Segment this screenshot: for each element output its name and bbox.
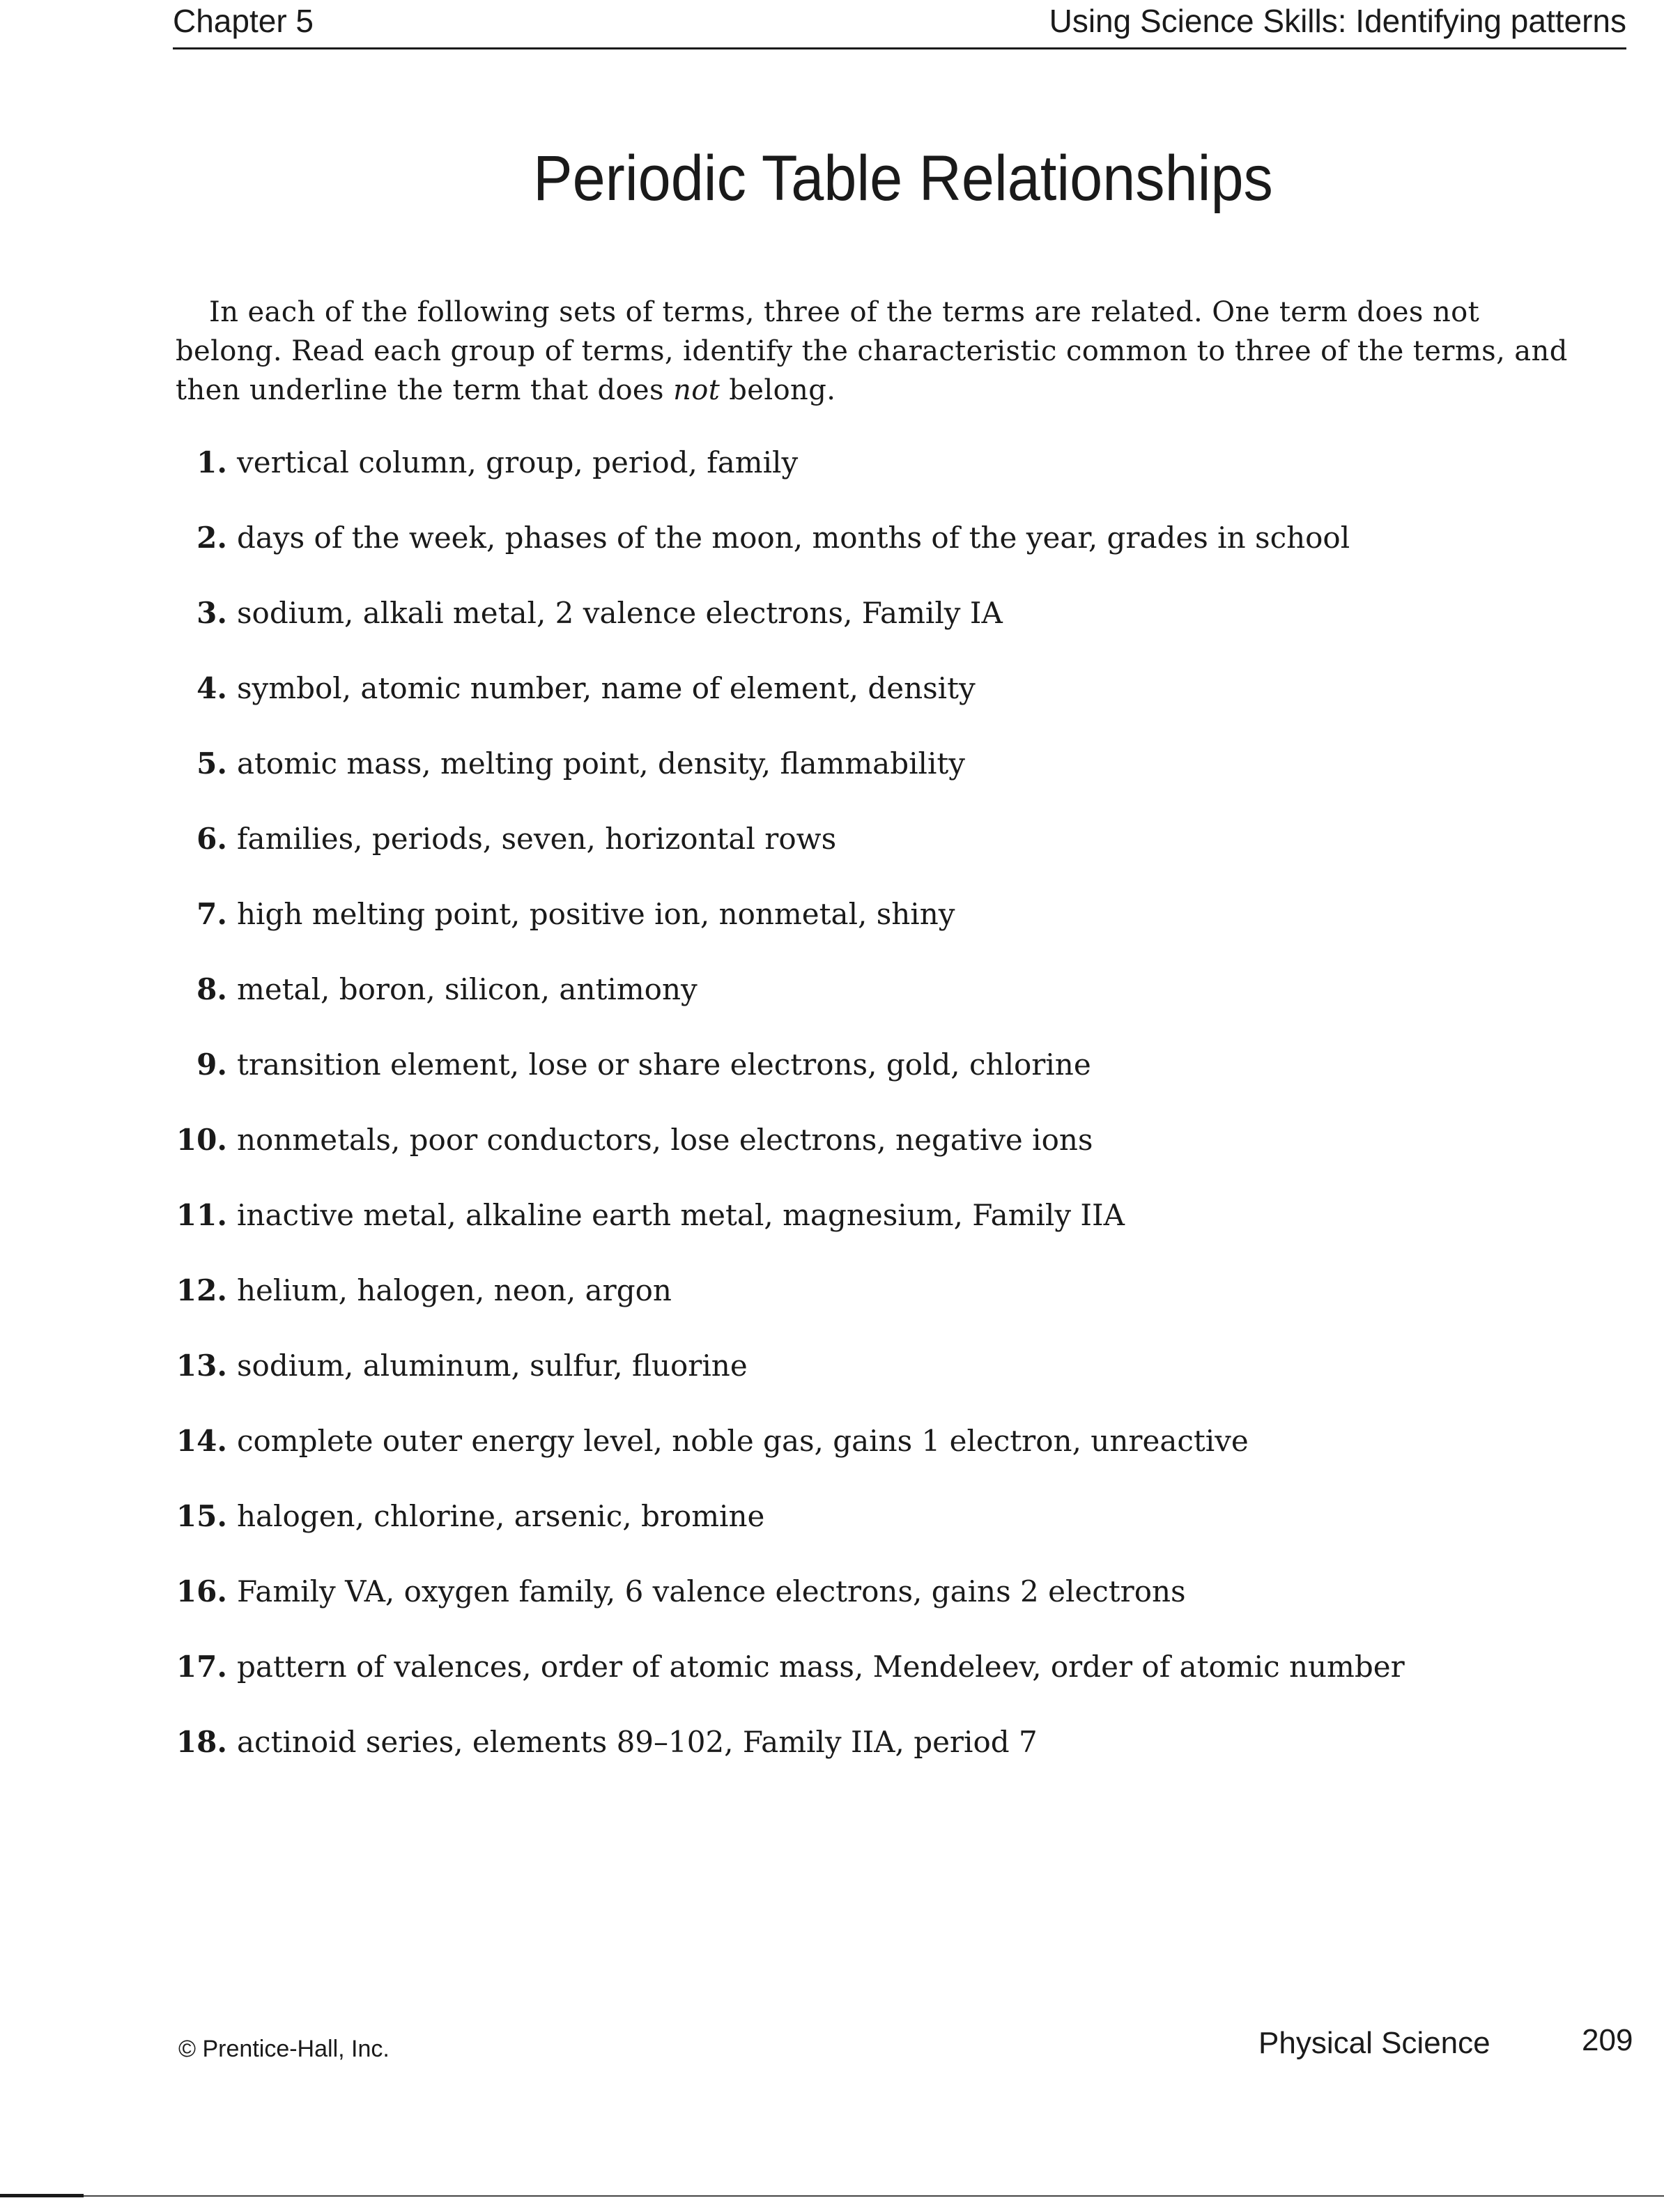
question-number: 7. [197, 897, 227, 931]
question-text: high melting point, positive ion, nonmetal, shiny [237, 897, 955, 931]
question-text: families, periods, seven, horizontal rows [237, 822, 837, 856]
instructions-text: In each of the following sets of terms, three of the terms are related. One term does not belong. Read each group of terms, identify the characteristic common to three of the terms, and then underline the term that does [176, 296, 1568, 406]
question-text: days of the week, phases of the moon, months of the year, grades in school [237, 521, 1350, 555]
question-text: symbol, atomic number, name of element, density [237, 671, 976, 705]
page-bottom-edge [0, 2195, 1664, 2197]
question-item [176, 744, 1604, 820]
section-label: Using Science Skills: Identifying patterns [1049, 3, 1626, 39]
instructions-emphasis: not [673, 374, 721, 406]
question-item [176, 594, 1604, 669]
question-item [176, 1497, 1604, 1572]
question-text: nonmetals, poor conductors, lose electrons, negative ions [237, 1123, 1093, 1157]
question-text: sodium, aluminum, sulfur, fluorine [237, 1349, 748, 1383]
question-number: 12. [176, 1273, 227, 1307]
question-number: 17. [176, 1650, 227, 1684]
question-text: Family VA, oxygen family, 6 valence electrons, gains 2 electrons [237, 1574, 1186, 1608]
question-number: 5. [197, 746, 227, 781]
question-item [176, 1196, 1604, 1271]
question-number: 13. [176, 1349, 227, 1383]
instructions-text-end: belong. [720, 374, 836, 406]
copyright-notice: © Prentice-Hall, Inc. [178, 2036, 390, 2062]
question-item [176, 1346, 1604, 1422]
chapter-label: Chapter 5 [173, 3, 314, 39]
question-number: 6. [197, 822, 227, 856]
instructions [176, 293, 1576, 410]
question-item [176, 443, 1604, 519]
question-number: 15. [176, 1499, 227, 1533]
question-text: inactive metal, alkaline earth metal, magnesium, Family IIA [237, 1198, 1125, 1232]
question-number: 3. [197, 596, 227, 630]
question-item [176, 895, 1604, 970]
question-number: 11. [176, 1198, 227, 1232]
question-text: actinoid series, elements 89–102, Family IIA, period 7 [237, 1725, 1038, 1759]
question-number: 2. [197, 521, 227, 555]
instructions-paragraph [176, 293, 1576, 410]
question-number: 1. [197, 445, 227, 479]
question-text: helium, halogen, neon, argon [237, 1273, 672, 1307]
question-item [176, 970, 1604, 1045]
question-item [176, 1271, 1604, 1346]
question-item [176, 669, 1604, 744]
question-list [176, 443, 1604, 1798]
question-number: 16. [176, 1574, 227, 1608]
subject-label: Physical Science [1258, 2026, 1490, 2060]
question-item [176, 820, 1604, 895]
question-number: 14. [176, 1424, 227, 1458]
question-number: 18. [176, 1725, 227, 1759]
question-text: vertical column, group, period, family [237, 445, 799, 479]
page-number: 209 [1582, 2023, 1633, 2057]
question-item [176, 1045, 1604, 1121]
question-item [176, 1572, 1604, 1648]
question-number: 4. [197, 671, 227, 705]
question-text: metal, boron, silicon, antimony [237, 972, 698, 1006]
page-bottom-edge-mark [0, 2194, 84, 2197]
question-number: 10. [176, 1123, 227, 1157]
question-item [176, 1648, 1604, 1723]
question-item [176, 1723, 1604, 1798]
header-divider [173, 47, 1626, 49]
question-text: atomic mass, melting point, density, flammability [237, 746, 965, 781]
question-number: 8. [197, 972, 227, 1006]
question-text: sodium, alkali metal, 2 valence electrons, Family IA [237, 596, 1003, 630]
question-item [176, 1121, 1604, 1196]
question-number: 9. [197, 1047, 227, 1082]
question-text: complete outer energy level, noble gas, gains 1 electron, unreactive [237, 1424, 1249, 1458]
page-title: Periodic Table Relationships [533, 143, 1273, 214]
question-item [176, 519, 1604, 594]
question-text: transition element, lose or share electrons, gold, chlorine [237, 1047, 1091, 1082]
question-item [176, 1422, 1604, 1497]
question-text: pattern of valences, order of atomic mass, Mendeleev, order of atomic number [237, 1650, 1405, 1684]
question-text: halogen, chlorine, arsenic, bromine [237, 1499, 765, 1533]
